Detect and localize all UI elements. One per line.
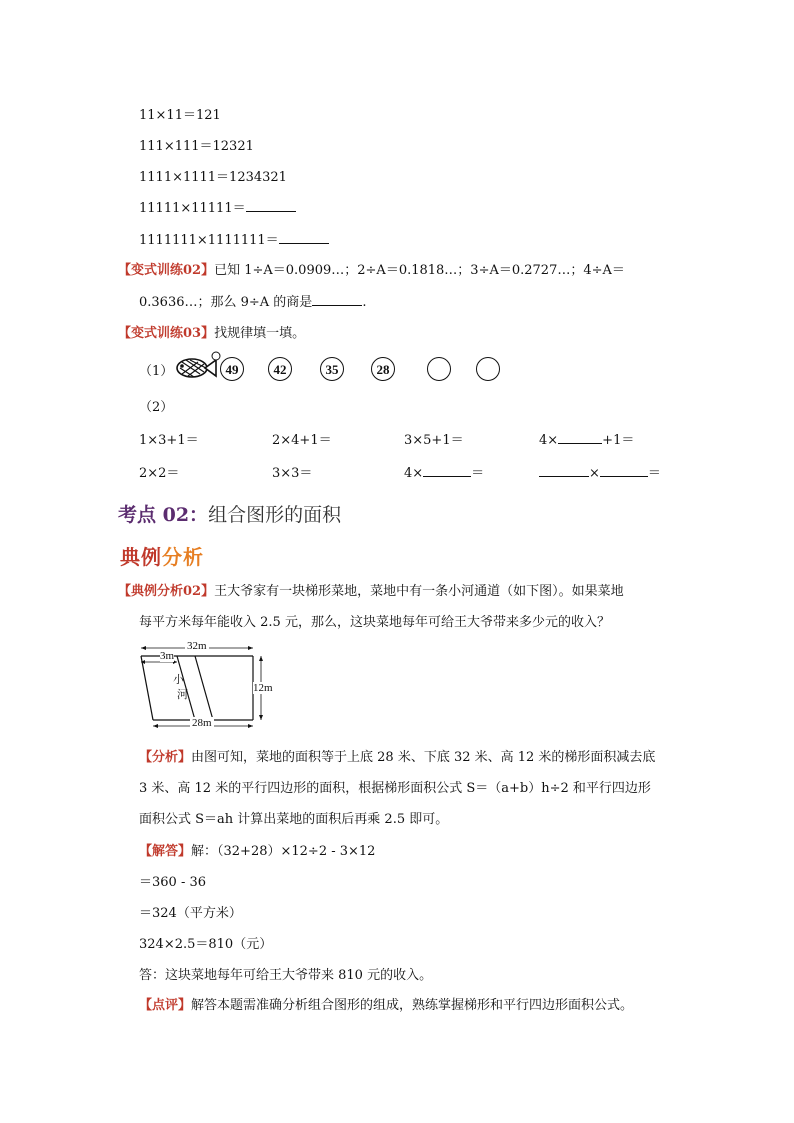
pattern-line-4-text: 11111×11111＝ (139, 201, 246, 216)
drill03-text: 找规律填一填。 (214, 326, 306, 341)
drill02-line2 (139, 291, 366, 310)
example-label: 【典例分析02】 (118, 584, 215, 599)
drill02-label: 【变式训练02】 (118, 263, 215, 278)
answer-text1: 解：（32+28）×12÷2 - 3×12 (191, 844, 376, 859)
comment-line (139, 994, 633, 1013)
pattern-line-2: 111×111＝12321 (139, 139, 254, 154)
analysis-line1 (139, 746, 655, 765)
row1-expr-1: 1×3+1＝ (139, 433, 199, 448)
section-heading (118, 500, 341, 527)
figure-top-label: 32m (187, 640, 207, 652)
row2-expr-4 (539, 462, 661, 481)
analysis-line2: 3 米、高 12 米的平行四边形的面积，根据梯形面积公式 S＝（a+b）h÷2 和平行四边形 (139, 781, 651, 796)
sequence-circle-4: 28 (371, 357, 395, 381)
drill03-line (118, 322, 305, 341)
banner-part1: 典例 (120, 545, 162, 569)
answer-line1 (139, 840, 375, 859)
comment-label: 【点评】 (139, 998, 192, 1013)
drill02-period: . (362, 295, 367, 310)
pattern-line-3: 1111×1111＝1234321 (139, 170, 287, 185)
row2-expr-3-b: ＝ (471, 466, 485, 481)
drill02-text: 已知 1÷A＝0.0909…；2÷A＝0.1818…；3÷A＝0.2727…；4÷A＝ (214, 263, 625, 278)
drill02-line1 (118, 259, 625, 278)
answer-blank[interactable] (279, 231, 329, 244)
section-prefix: 考点 02： (118, 504, 209, 526)
answer-blank[interactable] (312, 293, 362, 306)
example-text1: 王大爷家有一块梯形菜地，菜地中有一条小河通道（如下图）。如果菜地 (214, 584, 624, 599)
sequence-circle-3: 35 (320, 357, 344, 381)
row1-expr-4-b: +1＝ (602, 433, 635, 448)
pattern-line-5-text: 1111111×1111111＝ (139, 233, 279, 248)
answer-blank[interactable] (558, 431, 602, 444)
analysis-text1: 由图可知，菜地的面积等于上底 28 米、下底 32 米、高 12 米的梯形面积减去底 (191, 750, 656, 765)
pattern-line-5 (139, 229, 329, 248)
answer-blank[interactable] (246, 199, 296, 212)
row2-expr-4-a: × (589, 466, 600, 481)
drill03-part1-label: （1） (139, 364, 174, 379)
sequence-circle-blank-2[interactable] (476, 357, 500, 381)
row1-expr-2: 2×4+1＝ (272, 433, 332, 448)
banner-part2: 分析 (162, 545, 204, 569)
figure-height-label: 12m (253, 682, 273, 694)
row2-expr-3 (404, 462, 484, 481)
answer-line3: ＝324（平方米） (139, 906, 242, 921)
figure-river-1: 小 (173, 673, 184, 686)
figure-river-2: 河 (177, 688, 188, 701)
drill03-label: 【变式训练03】 (118, 326, 215, 341)
sequence-circle-blank-1[interactable] (427, 357, 451, 381)
answer-blank[interactable] (600, 464, 648, 477)
row1-expr-4 (539, 429, 634, 448)
sequence-circle-2: 42 (268, 357, 292, 381)
row1-expr-3: 3×5+1＝ (404, 433, 464, 448)
pattern-line-1: 11×11＝121 (139, 108, 221, 123)
answer-line2: ＝360 - 36 (139, 875, 207, 890)
drill02-text2: 0.3636…；那么 9÷A 的商是 (139, 295, 313, 310)
row2-expr-2: 3×3＝ (272, 466, 313, 481)
answer-blank[interactable] (539, 464, 589, 477)
row2-expr-1: 2×2＝ (139, 466, 180, 481)
sequence-circle-1: 49 (220, 357, 244, 381)
drill03-part2-label: （2） (139, 400, 174, 415)
pattern-line-4 (139, 197, 296, 216)
example-line1 (118, 580, 624, 599)
figure-small-label: 3m (160, 650, 175, 662)
fish-icon (172, 350, 222, 380)
row2-expr-3-a: 4× (404, 466, 424, 481)
analysis-line3: 面积公式 S＝ah 计算出菜地的面积后再乘 2.5 即可。 (139, 812, 449, 827)
row2-expr-4-b: ＝ (647, 466, 661, 481)
figure-bottom-label: 28m (192, 717, 212, 729)
answer-blank[interactable] (423, 464, 471, 477)
answer-label: 【解答】 (139, 844, 192, 859)
example-banner (120, 541, 204, 570)
row1-expr-4-a: 4× (539, 433, 559, 448)
comment-text: 解答本题需准确分析组合图形的组成，熟练掌握梯形和平行四边形面积公式。 (191, 998, 634, 1013)
section-title: 组合图形的面积 (208, 504, 342, 526)
answer-line4: 324×2.5＝810（元） (139, 937, 273, 952)
analysis-label: 【分析】 (139, 750, 192, 765)
answer-line5: 答：这块菜地每年可给王大爷带来 810 元的收入。 (139, 968, 433, 983)
example-line2: 每平方米每年能收入 2.5 元，那么，这块菜地每年可给王大爷带来多少元的收入？ (139, 615, 610, 630)
